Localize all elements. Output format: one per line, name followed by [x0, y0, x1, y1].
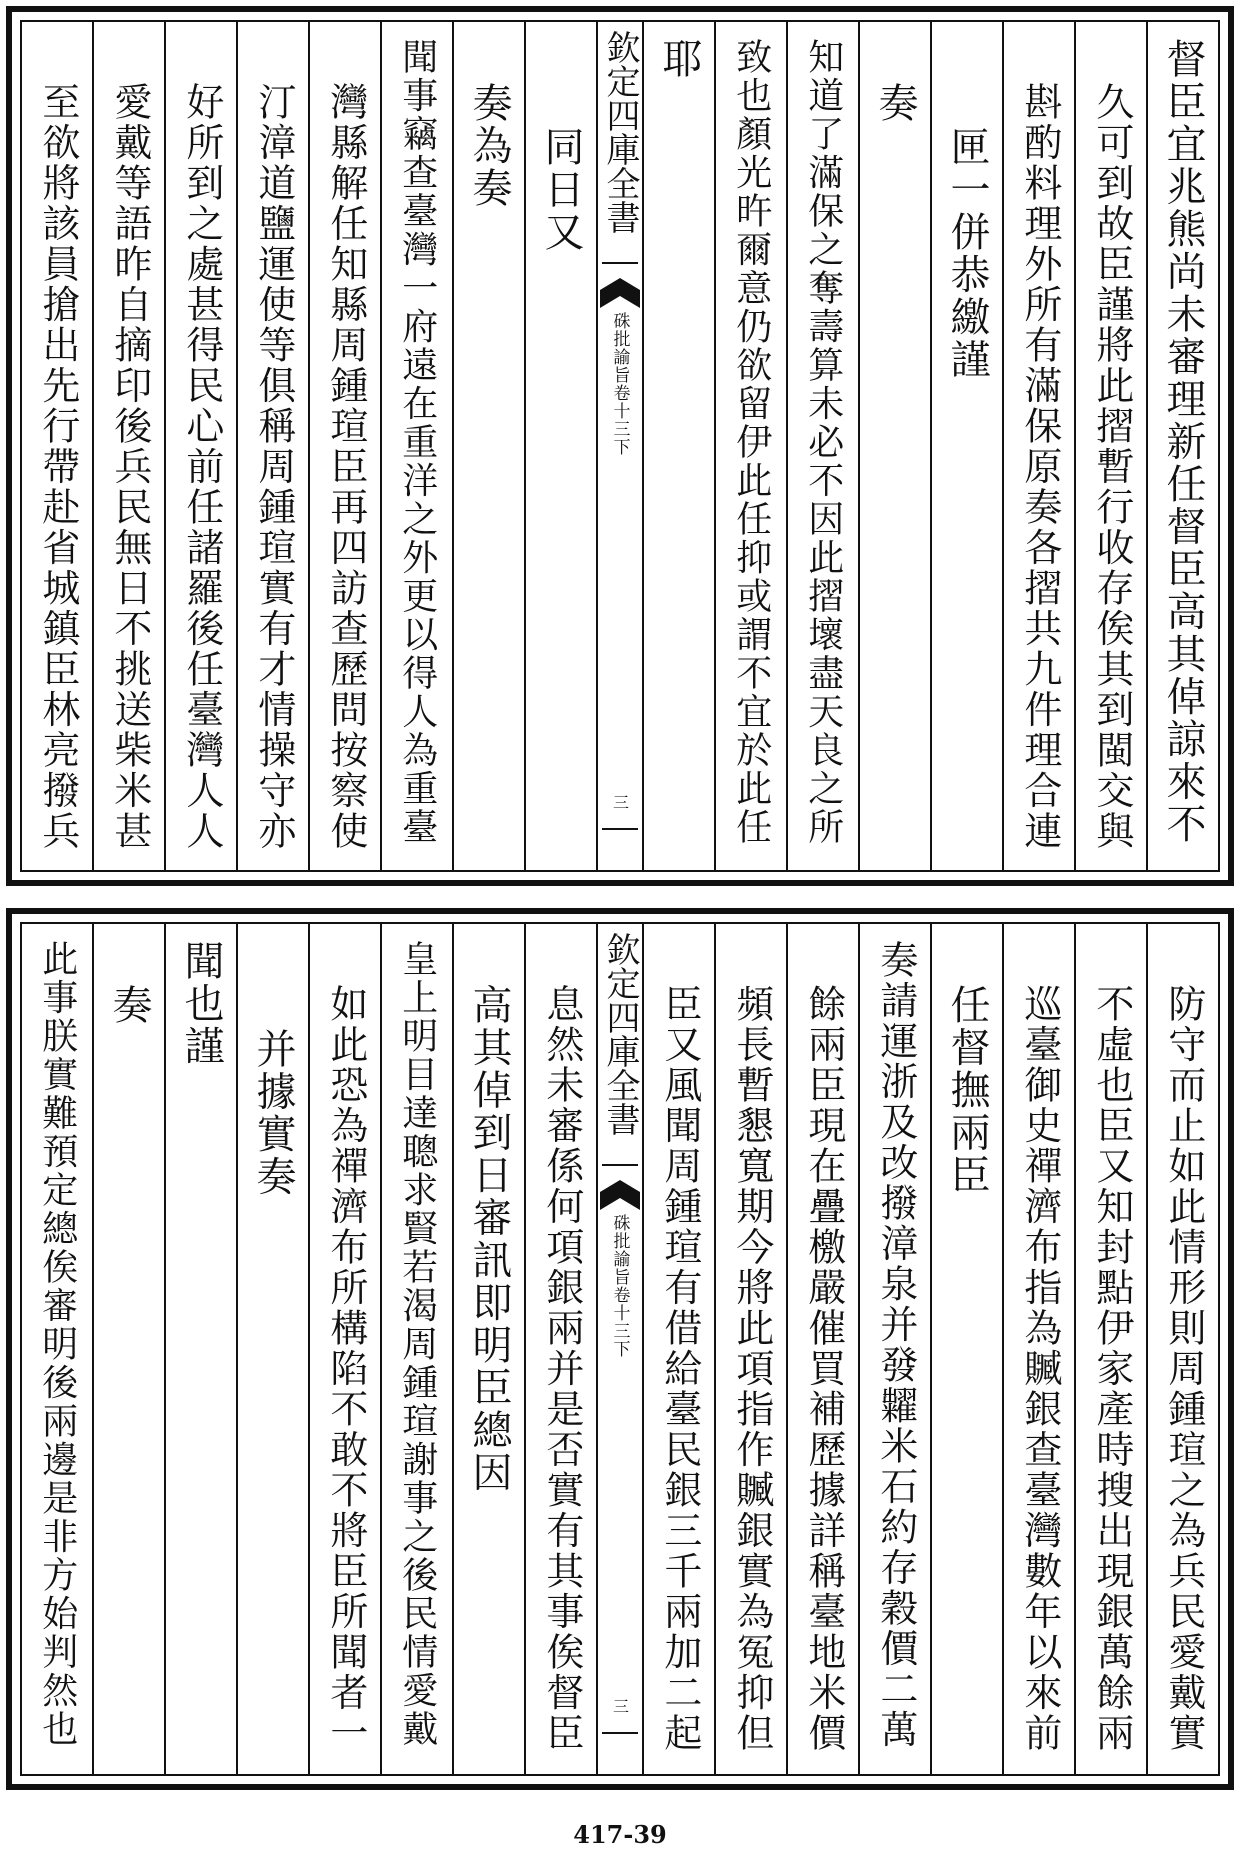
text-column: [22, 924, 92, 1774]
book-title: 欽定四庫全書: [600, 932, 640, 1136]
text-column: [1146, 22, 1218, 870]
column-text: 防守而止如此情形則周鍾瑄之為兵民愛戴實: [1161, 984, 1206, 1754]
text-column: [236, 924, 308, 1774]
column-text: 同日又: [538, 126, 584, 254]
text-column: [22, 22, 92, 870]
column-text: 高其倬到日審訊即明臣總因: [466, 984, 512, 1494]
text-column: [1002, 22, 1074, 870]
column-text: 奏: [106, 984, 152, 1027]
column-text: 不虛也臣又知封點伊家產時搜出現銀萬餘兩: [1089, 984, 1134, 1754]
text-column: [642, 22, 714, 870]
column-text: 至欲將該員搶出先行帶赴省城鎮臣林亮撥兵: [35, 82, 80, 852]
page-number: 417-39: [573, 1820, 667, 1849]
text-column: [524, 924, 596, 1774]
text-column: [1002, 924, 1074, 1774]
text-column: [642, 924, 714, 1774]
column-text: 任督撫兩臣: [944, 984, 990, 1197]
sheet-top-columns: [20, 20, 1220, 872]
sheet-bottom: [6, 908, 1234, 1790]
text-column: [714, 22, 786, 870]
text-column: [786, 22, 858, 870]
column-text: 如此恐為禪濟布所構陷不敢不將臣所聞者一: [323, 984, 368, 1754]
column-text: 奏請運浙及改撥漳泉并發糶米石約存穀價二萬: [873, 940, 918, 1750]
text-column: [930, 22, 1002, 870]
sheet-bottom-columns: [20, 922, 1220, 1776]
column-text: 皇上明目達聰求賢若渴周鍾瑄謝事之後民情愛戴: [396, 940, 438, 1749]
text-column: [858, 924, 930, 1774]
book-title: 欽定四庫全書: [600, 30, 640, 234]
text-column: [1146, 924, 1218, 1774]
text-column: [308, 22, 380, 870]
sheet-top: [6, 6, 1234, 886]
text-column: [236, 22, 308, 870]
text-column: [92, 22, 164, 870]
column-text: 巡臺御史禪濟布指為贓銀查臺灣數年以來前: [1017, 984, 1062, 1754]
volume-label: 硃批諭旨卷十三下: [609, 1214, 630, 1358]
margin-rule: [602, 828, 638, 830]
text-column: [380, 924, 452, 1774]
column-text: 久可到故臣謹將此摺暫行收存俟其到閩交與: [1089, 82, 1134, 852]
leaf-number: 三: [610, 1698, 630, 1714]
column-text: 息然未審係何項銀兩并是否實有其事俟督臣: [539, 984, 584, 1754]
column-text: 知道了滿保之奪壽算未必不因此摺壞盡天良之所: [802, 38, 844, 847]
center-margin: [596, 22, 642, 870]
column-text: 頻長暫懇寬期今將此項指作贓銀實為冤抑但: [729, 984, 774, 1754]
fishtail-mark: [600, 278, 640, 308]
text-column: [1074, 924, 1146, 1774]
text-column: [308, 924, 380, 1774]
text-column: [858, 22, 930, 870]
column-text: 聞事竊查臺灣一府遠在重洋之外更以得人為重臺: [396, 38, 438, 847]
text-column: [1074, 22, 1146, 870]
fishtail-mark: [600, 1180, 640, 1210]
column-text: 餘兩臣現在疊檄嚴催買補歷據詳稱臺地米價: [801, 984, 846, 1754]
text-column: [452, 22, 524, 870]
center-margin: [596, 924, 642, 1774]
text-column: [452, 924, 524, 1774]
column-text: 致也顏光旿爾意仍欲留伊此任抑或謂不宜於此任: [730, 38, 772, 847]
text-column: [164, 22, 236, 870]
column-text: 愛戴等語昨自摘印後兵民無日不挑送柴米甚: [107, 82, 152, 852]
column-text: 聞也謹: [178, 940, 224, 1068]
column-text: 奏為奏: [466, 82, 512, 210]
margin-rule: [602, 1164, 638, 1166]
text-column: [380, 22, 452, 870]
column-text: 灣縣解任知縣周鍾瑄臣再四訪查歷問按察使: [323, 82, 368, 852]
text-column: [92, 924, 164, 1774]
text-column: [786, 924, 858, 1774]
column-text: 督臣宜兆熊尚未審理新任督臣高其倬諒來不: [1160, 38, 1206, 846]
column-text: 臣又風聞周鍾瑄有借給臺民銀三千兩加二起: [657, 984, 702, 1754]
text-column: [524, 22, 596, 870]
margin-rule: [602, 1732, 638, 1734]
volume-label: 硃批諭旨卷十三下: [609, 312, 630, 456]
column-text: 耶: [656, 38, 702, 81]
column-text: 奏: [872, 82, 918, 125]
leaf-number: 三: [610, 794, 630, 810]
column-text: 斟酌料理外所有滿保原奏各摺共九件理合連: [1017, 82, 1062, 852]
text-column: [930, 924, 1002, 1774]
margin-rule: [602, 262, 638, 264]
column-text: 此事朕實難預定總俟審明後兩邊是非方始判然也: [36, 940, 78, 1749]
text-column: [714, 924, 786, 1774]
text-column: [164, 924, 236, 1774]
column-text: 好所到之處甚得民心前任諸羅後任臺灣人人: [179, 82, 224, 852]
column-text: 并據實奏: [250, 1028, 296, 1198]
column-text: 匣一併恭繳謹: [944, 126, 990, 381]
column-text: 汀漳道鹽運使等俱稱周鍾瑄實有才情操守亦: [251, 82, 296, 852]
